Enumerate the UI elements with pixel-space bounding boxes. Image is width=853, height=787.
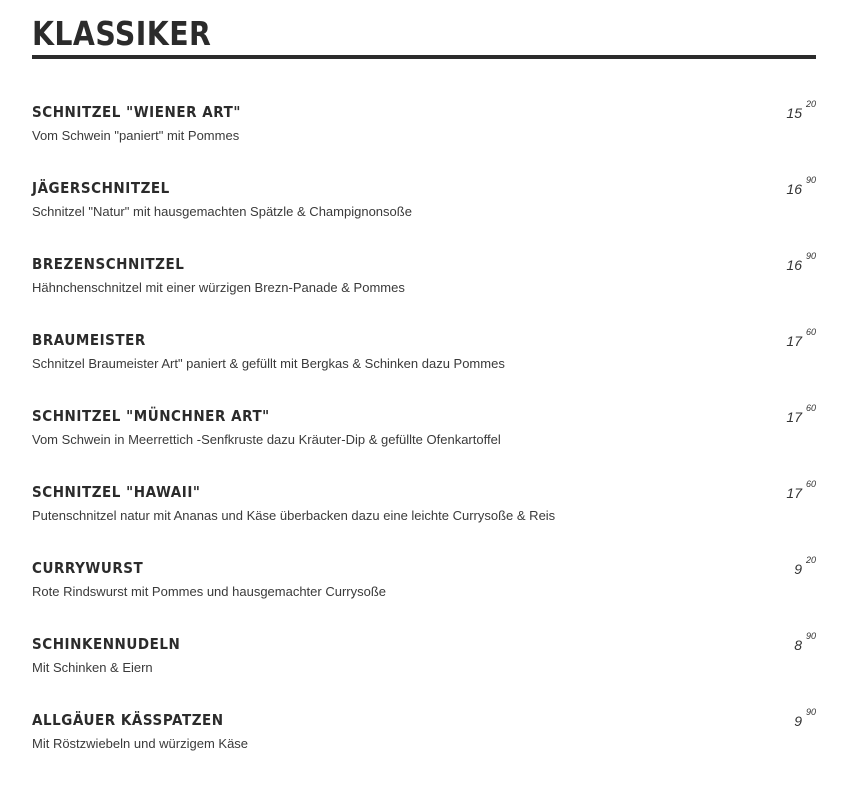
price-cents: 20 [805, 555, 816, 565]
item-price [786, 327, 816, 349]
price-main: 17 [786, 485, 802, 501]
price-main: 17 [786, 409, 802, 425]
item-description: Putenschnitzel natur mit Ananas und Käse überbacken dazu eine leichte Currysoße & Reis [32, 508, 556, 523]
menu-item [32, 327, 816, 403]
item-name: JÄGERSCHNITZEL [32, 179, 170, 197]
item-description: Vom Schwein "paniert" mit Pommes [32, 128, 240, 143]
item-price [786, 251, 816, 273]
menu-item [32, 403, 816, 479]
menu-item [32, 175, 816, 251]
item-description: Vom Schwein in Meerrettich -Senfkruste dazu Kräuter-Dip & gefüllte Ofenkartoffel [32, 432, 501, 447]
section-title: KLASSIKER [32, 14, 212, 53]
item-price [794, 707, 816, 729]
item-description: Mit Schinken & Eiern [32, 660, 153, 675]
price-cents: 60 [805, 479, 816, 489]
item-description: Rote Rindswurst mit Pommes und hausgemachter Currysoße [32, 584, 387, 599]
item-name: BRAUMEISTER [32, 331, 146, 349]
item-name: SCHNITZEL "WIENER ART" [32, 103, 241, 121]
item-name: BREZENSCHNITZEL [32, 255, 185, 273]
item-price [786, 175, 816, 197]
price-main: 9 [794, 561, 802, 577]
menu-item [32, 707, 816, 783]
item-price [786, 479, 816, 501]
menu-item [32, 479, 816, 555]
item-name: SCHINKENNUDELN [32, 635, 181, 653]
item-name: CURRYWURST [32, 559, 144, 577]
item-price [786, 403, 816, 425]
price-main: 9 [794, 713, 802, 729]
price-main: 15 [786, 105, 802, 121]
item-name: SCHNITZEL "HAWAII" [32, 483, 201, 501]
menu-item [32, 631, 816, 707]
price-cents: 90 [805, 631, 816, 641]
price-cents: 90 [805, 175, 816, 185]
price-cents: 20 [805, 99, 816, 109]
price-main: 16 [786, 181, 802, 197]
menu-section [32, 0, 816, 783]
item-description: Schnitzel Braumeister Art" paniert & gefüllt mit Bergkas & Schinken dazu Pommes [32, 356, 505, 371]
item-price [794, 631, 816, 653]
price-cents: 60 [805, 403, 816, 413]
item-price [786, 99, 816, 121]
price-cents: 90 [805, 707, 816, 717]
title-divider [32, 55, 816, 59]
item-description: Mit Röstzwiebeln und würzigem Käse [32, 736, 249, 751]
menu-list [32, 99, 816, 783]
price-main: 17 [786, 333, 802, 349]
price-cents: 60 [805, 327, 816, 337]
item-name: SCHNITZEL "MÜNCHNER ART" [32, 407, 270, 425]
item-price [794, 555, 816, 577]
item-description: Hähnchenschnitzel mit einer würzigen Brezn-Panade & Pommes [32, 280, 405, 295]
price-cents: 90 [805, 251, 816, 261]
price-main: 8 [794, 637, 802, 653]
item-name: ALLGÄUER KÄSSPATZEN [32, 711, 224, 729]
menu-item [32, 99, 816, 175]
menu-item [32, 555, 816, 631]
item-description: Schnitzel "Natur" mit hausgemachten Spätzle & Champignonsoße [32, 204, 412, 219]
menu-item [32, 251, 816, 327]
price-main: 16 [786, 257, 802, 273]
